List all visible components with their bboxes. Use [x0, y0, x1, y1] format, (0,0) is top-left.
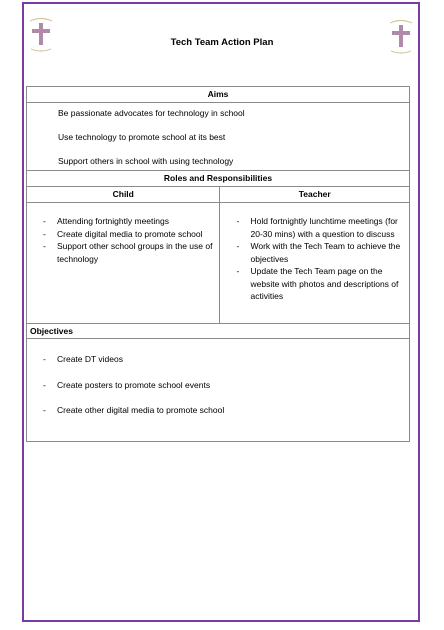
aim-item: Support others in school with using technology — [58, 156, 234, 166]
teacher-column-header: Teacher — [220, 187, 410, 203]
objective-item: - Create other digital media to promote school — [27, 404, 409, 417]
child-responsibilities — [27, 203, 220, 324]
child-responsibility-item: - Attending fortnightly meetings — [27, 215, 213, 228]
aims-header: Aims — [27, 87, 410, 103]
child-responsibility-item: - Support other school groups in the use of technology — [27, 240, 213, 265]
child-column-header: Child — [27, 187, 220, 203]
action-plan-table — [26, 86, 410, 442]
objective-item: - Create posters to promote school events — [27, 379, 409, 392]
teacher-responsibility-item: - Update the Tech Team page on the website with photos and descriptions of activities — [220, 265, 405, 303]
teacher-responsibility-item: - Hold fortnightly lunchtime meetings (for 20-30 mins) with a question to discuss — [220, 215, 405, 240]
aim-item: Be passionate advocates for technology in school — [58, 108, 245, 118]
aims-section — [27, 103, 410, 171]
roles-header: Roles and Responsibilities — [27, 171, 410, 187]
aim-item: Use technology to promote school at its best — [58, 132, 226, 142]
teacher-responsibilities — [220, 203, 410, 324]
child-responsibility-item: - Create digital media to promote school — [27, 228, 213, 241]
objectives-header: Objectives — [27, 324, 410, 339]
school-crest-logo — [26, 15, 56, 55]
objective-item: - Create DT videos — [27, 353, 409, 366]
teacher-responsibility-item: - Work with the Tech Team to achieve the objectives — [220, 240, 405, 265]
document-title: Tech Team Action Plan — [170, 37, 274, 48]
objectives-section — [27, 339, 410, 442]
